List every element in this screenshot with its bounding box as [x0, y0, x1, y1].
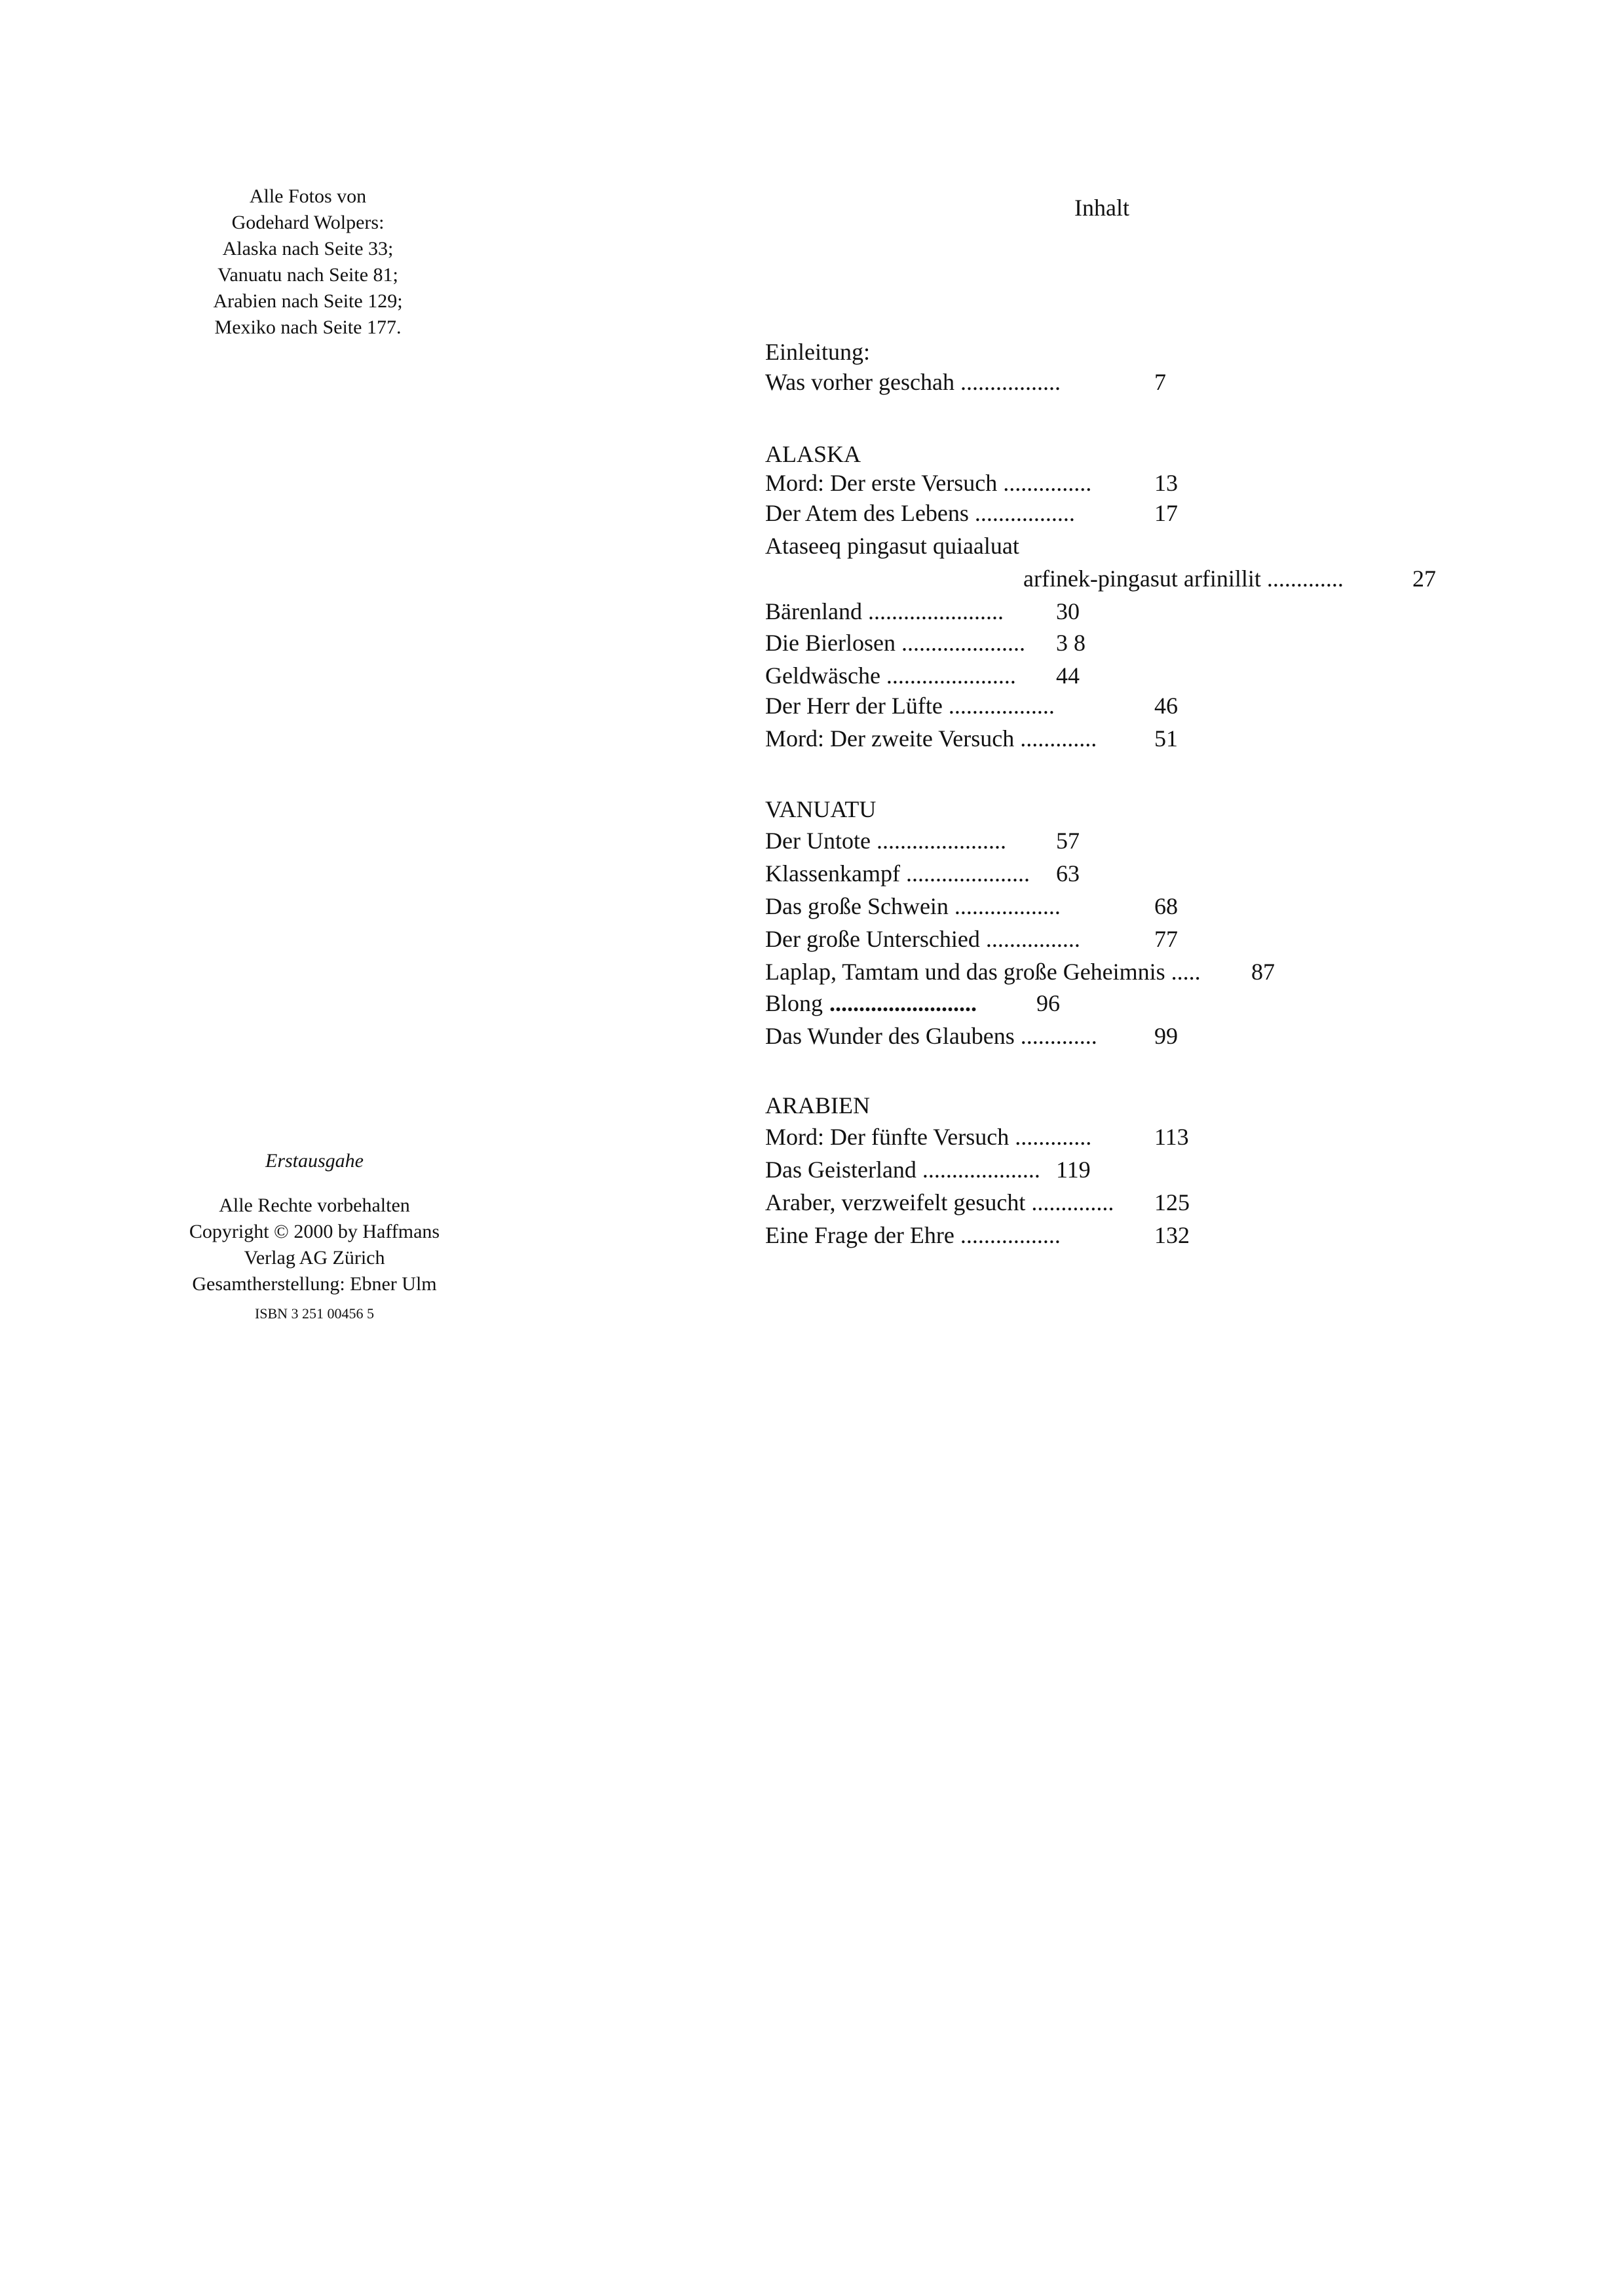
toc-entry-title: Mord: Der fünfte Versuch ............. [765, 1124, 1092, 1150]
imprint-line: Copyright © 2000 by Haffmans [189, 1221, 440, 1242]
toc-entry-title-continued: arfinek-pingasut arfinillit ............. [1023, 565, 1344, 592]
imprint-line: Alle Rechte vorbehalten [219, 1195, 410, 1216]
toc-section-heading: ARABIEN [765, 1092, 870, 1119]
toc-section-heading: Einleitung: [765, 339, 870, 365]
isbn: ISBN 3 251 00456 5 [254, 1305, 375, 1322]
toc-title: Inhalt [1074, 195, 1129, 221]
toc-entry-title: Mord: Der zweite Versuch ............. [765, 725, 1097, 752]
toc-entry-page: 44 [1056, 662, 1080, 689]
imprint [183, 1193, 445, 1297]
toc-entry-page: 132 [1154, 1222, 1190, 1248]
photo-credit-line: Alaska nach Seite 33; [222, 238, 394, 259]
toc-entry-title: Araber, verzweifelt gesucht .............. [765, 1189, 1114, 1215]
toc-entry-page: 46 [1154, 693, 1178, 719]
toc-entry-title: Laplap, Tamtam und das große Geheimnis ..... [765, 959, 1201, 985]
photo-credit-line: Arabien nach Seite 129; [213, 290, 403, 312]
toc-entry-page: 119 [1056, 1157, 1091, 1183]
toc-entry-title: Der Herr der Lüfte .................. [765, 693, 1055, 719]
toc-entry-dots: ......................... [829, 990, 977, 1016]
toc-entry-page: 7 [1154, 369, 1166, 395]
toc-entry-page: 87 [1251, 959, 1275, 985]
toc-entry-title: Blong [765, 990, 823, 1016]
toc-entry-page: 51 [1154, 725, 1178, 752]
photo-credits [177, 183, 439, 341]
photo-credit-line: Vanuatu nach Seite 81; [217, 264, 398, 286]
toc-entry-title: Das Wunder des Glaubens ............. [765, 1023, 1097, 1049]
toc-entry-title: Das Geisterland .................... [765, 1157, 1040, 1183]
toc-entry-page: 125 [1154, 1189, 1190, 1215]
toc-entry-page: 27 [1412, 565, 1436, 592]
toc-section-heading: VANUATU [765, 796, 877, 822]
toc-entry-title: Ataseeq pingasut quiaaluat [765, 533, 1019, 559]
toc-entry-title: Klassenkampf ..................... [765, 860, 1030, 887]
toc-entry-page: 113 [1154, 1124, 1189, 1150]
toc-entry-title: Das große Schwein .................. [765, 893, 1061, 919]
toc-entry-page: 63 [1056, 860, 1080, 887]
toc-entry-page: 30 [1056, 598, 1080, 624]
toc-entry-page: 17 [1154, 500, 1178, 526]
toc-entry-title: Was vorher geschah ................. [765, 369, 1061, 395]
imprint-line: Verlag AG Zürich [244, 1247, 385, 1269]
toc-section-heading: ALASKA [765, 441, 861, 467]
toc-entry-page: 96 [1036, 990, 1060, 1016]
toc-entry-page: 57 [1056, 828, 1080, 854]
toc-entry-title: Eine Frage der Ehre ................. [765, 1222, 1061, 1248]
toc-entry-page: 99 [1154, 1023, 1178, 1049]
toc-entry-page: 68 [1154, 893, 1178, 919]
toc-entry-page: 77 [1154, 926, 1178, 952]
toc-entry-title: Geldwäsche ...................... [765, 662, 1016, 689]
toc-entry-title: Bärenland ....................... [765, 598, 1004, 624]
photo-credit-line: Mexiko nach Seite 177. [214, 316, 402, 338]
edition-label: Erstausgahe [265, 1150, 364, 1172]
toc-entry-title: Mord: Der erste Versuch ............... [765, 470, 1092, 496]
imprint-line: Gesamtherstellung: Ebner Ulm [192, 1273, 437, 1295]
photo-credit-line: Alle Fotos von [249, 185, 367, 207]
toc-entry-title: Die Bierlosen ..................... [765, 630, 1025, 656]
toc-entry-title: Der große Unterschied ................ [765, 926, 1080, 952]
toc-entry-title: Der Untote ...................... [765, 828, 1006, 854]
toc-entry-page: 3 8 [1056, 630, 1086, 656]
toc-entry-title: Der Atem des Lebens ................. [765, 500, 1075, 526]
toc-entry-page: 13 [1154, 470, 1178, 496]
photo-credit-line: Godehard Wolpers: [231, 212, 385, 233]
